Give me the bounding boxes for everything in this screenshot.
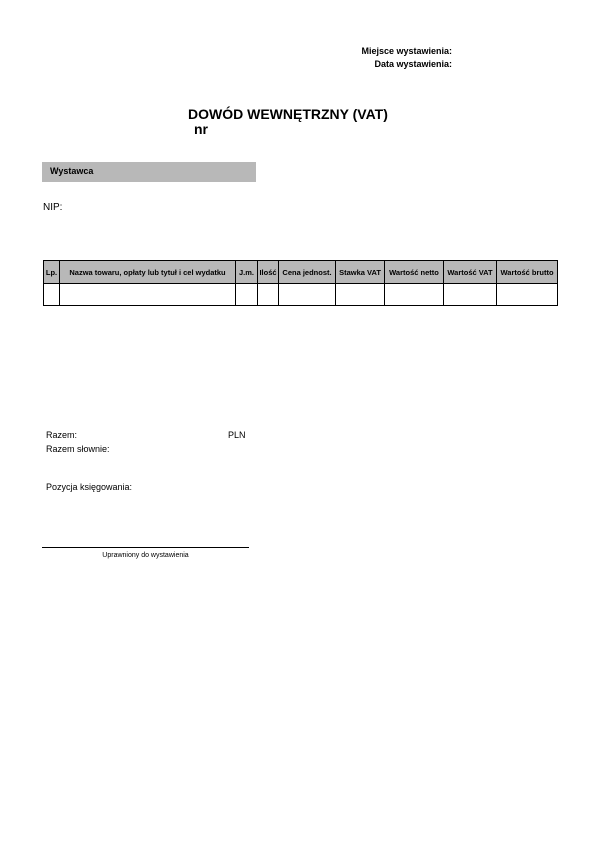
booking-position-label: Pozycja księgowania: xyxy=(46,482,133,492)
document-number-label: nr xyxy=(194,121,208,137)
total-in-words-label: Razem słownie: xyxy=(46,444,110,454)
nip-label: NIP: xyxy=(43,202,63,213)
table-header-row xyxy=(44,261,558,284)
total-label: Razem: xyxy=(46,430,78,440)
items-table xyxy=(43,260,558,306)
column-header-vat-value: Wartość VAT xyxy=(444,261,497,284)
table-cell xyxy=(385,284,444,306)
column-header-unit-price: Cena jednost. xyxy=(279,261,336,284)
issue-date-label: Data wystawienia: xyxy=(374,59,452,69)
column-header-item-name: Nazwa towaru, opłaty lub tytuł i cel wydatku xyxy=(60,261,236,284)
table-cell xyxy=(258,284,279,306)
signature-caption: Uprawniony do wystawienia xyxy=(102,552,189,559)
table-cell xyxy=(44,284,60,306)
currency-label: PLN xyxy=(228,430,246,440)
issue-place-label: Miejsce wystawienia: xyxy=(361,46,452,56)
table-cell xyxy=(444,284,497,306)
column-header-lp: Lp. xyxy=(44,261,60,284)
table-cell xyxy=(336,284,385,306)
issuer-section-header xyxy=(42,162,256,182)
document-title: DOWÓD WEWNĘTRZNY (VAT) xyxy=(188,106,388,122)
column-header-net-value: Wartość netto xyxy=(385,261,444,284)
column-header-quantity: Ilość xyxy=(258,261,279,284)
column-header-gross-value: Wartość brutto xyxy=(497,261,558,284)
signature-line xyxy=(42,547,249,548)
table-cell xyxy=(60,284,236,306)
column-header-vat-rate: Stawka VAT xyxy=(336,261,385,284)
table-cell xyxy=(497,284,558,306)
table-row xyxy=(44,284,558,306)
column-header-unit: J.m. xyxy=(236,261,258,284)
table-cell xyxy=(236,284,258,306)
issuer-section-label: Wystawca xyxy=(50,166,94,176)
table-cell xyxy=(279,284,336,306)
